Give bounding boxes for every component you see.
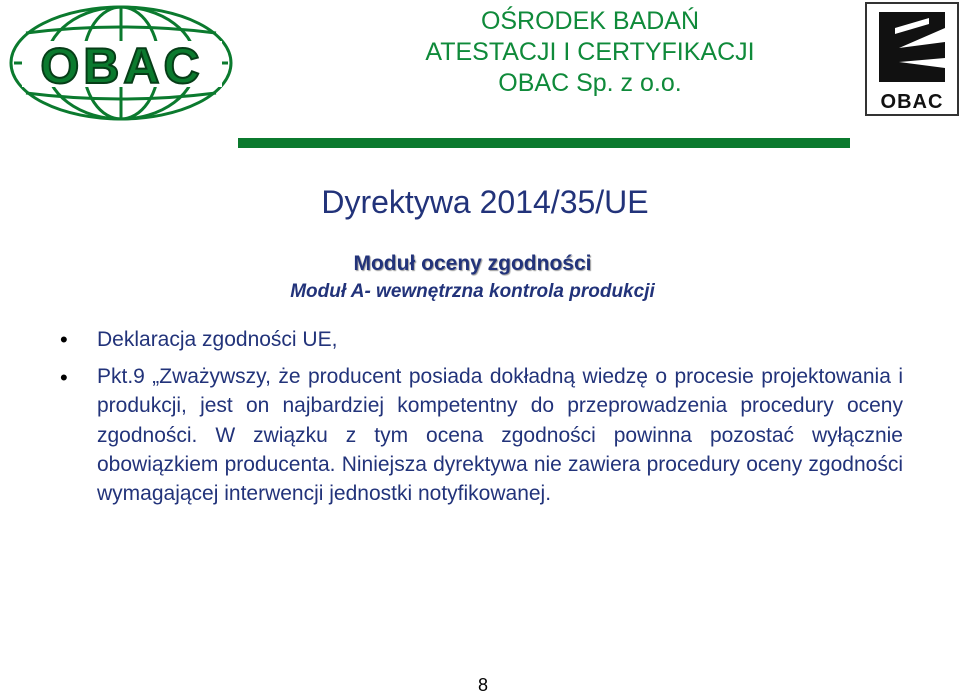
- page-number: 8: [478, 675, 489, 695]
- org-line-2: ATESTACJI I CERTYFIKACJI: [425, 38, 755, 66]
- small-logo-text: OBAC: [880, 91, 944, 113]
- bullet-item-point-9: Pkt.9 „Zważywszy, że producent posiada dokładną wiedzę o procesie projektowania i produkcji, jest on najbardziej kompetentny do przeprowadzenia procedury oceny zgodności. W związku z tym ocena zgodności powinna pozostać wyłącznie obowiązkiem producenta. Niniejsza dyrektywa nie zawiera procedury oceny zgodności wymagającej interwencji jednostki notyfikowanej.: [97, 365, 903, 506]
- header-divider: [238, 138, 850, 148]
- directive-title: Dyrektywa 2014/35/UE: [321, 184, 649, 220]
- org-line-1: OŚRODEK BADAŃ: [480, 7, 700, 35]
- organization-name: [330, 6, 850, 99]
- bullet-marker: •: [60, 365, 68, 390]
- module-title: Moduł oceny zgodności: [353, 252, 592, 275]
- module-subtitle: Moduł A- wewnętrzna kontrola produkcji: [290, 281, 655, 302]
- obac-globe-logo: [6, 3, 236, 123]
- obac-small-logo: [865, 2, 959, 116]
- bullet-item-declaration: Deklaracja zgodności UE,: [97, 328, 338, 351]
- bullet-marker: •: [60, 327, 68, 352]
- logo-text: OBAC: [40, 38, 204, 94]
- org-line-3: OBAC Sp. z o.o.: [498, 69, 682, 97]
